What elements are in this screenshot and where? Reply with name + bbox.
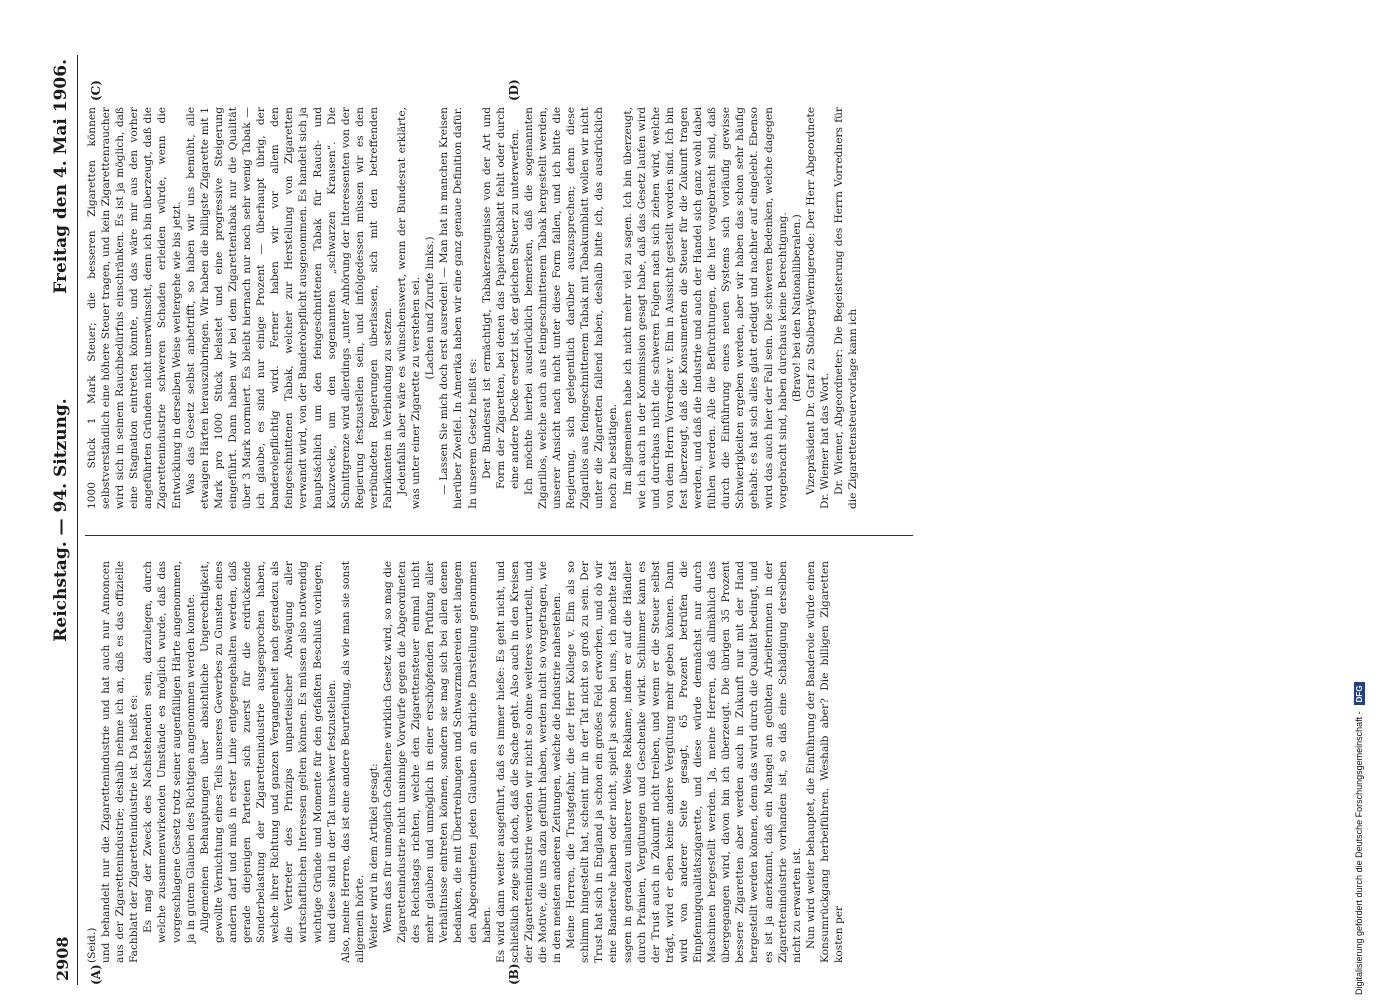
paragraph: Also, meine Herren, das ist eine andere Beurteilung, als wie man sie sonst allgemein hörte. [339, 561, 366, 963]
paragraph: und behandelt nur die Zigarettenindustrie und hat auch nur Annoncen aus der Zigarettenindustrie; deshalb nehme ich an, daß es das offizielle Fachblatt der Zigarettenindustrie ist. Da heißt es: [100, 561, 141, 963]
digitization-note-text: Digitalisierung gefördert durch die Deutsche Forschungsgemeinschaft - [1354, 711, 1364, 995]
left-column [85, 561, 913, 963]
page-date: Freitag den 4. Mai 1906. [51, 59, 71, 294]
speaker-tag: (Seid.) [86, 927, 98, 963]
paragraph: Weiter wird in dem Artikel gesagt: [367, 763, 380, 949]
quote-paragraph: Es mag der Zweck des Nachstehenden sein, darzulegen, durch welche zusammenwirkenden Umstände es möglich wurde, daß das vorgeschlagene Gesetz trotz seiner augenfälligen Härte angenommen, ja in gutem Glauben des Richtigen angenommen werden konnte. [142, 561, 197, 943]
margin-marker-a: (A) [89, 964, 103, 985]
right-column [85, 107, 913, 509]
paragraph: — Lassen Sie mich doch erst ausreden! — Man hat in manchen Kreisen hierüber Zweifel. In Amerika haben wir eine ganz genaue Definition dafür. In unserem Gesetz heißt es: [438, 107, 479, 509]
interjection: (Lachen und Zurufe links.) [424, 236, 437, 380]
rotated-page [45, 55, 925, 985]
margin-marker-c: (C) [89, 80, 103, 101]
margin-marker-d: (D) [507, 79, 521, 101]
paragraph: Jedenfalls aber wäre es wünschenswert, wenn der Bundesrat erklärte, was unter einer Zigarette zu verstehen sei. [396, 107, 423, 509]
quote-paragraph: Der Bundesrat ist ermächtigt, Tabakerzeugnisse von der Art und Form der Zigaretten, bei denen das Papierdeckblatt fehlt oder durch eine andere Decke ersetzt ist, der gleichen Steuer zu unterwerfen. [480, 107, 521, 489]
speaker-paragraph: Dr. Wiemer, Abgeordneter: Die Begeisterung des Herrn Vorredners für die Zigarettensteuervorlage kann ich [832, 107, 860, 509]
interjection: (Bravo! bei den Nationalliberalen.) [790, 214, 803, 402]
dfg-logo: DFG [1354, 682, 1365, 705]
paragraph: Im allgemeinen habe ich nicht mehr viel zu sagen. Ich bin überzeugt, wie ich auch in der Kommission gesagt habe, daß das Gesetz laufen wird und durchaus nicht die schweren Folgen nach sich ziehen wird, welche von dem Herrn Vorredner v. Elm in Aussicht gestellt worden sind. Ich bin fest überzeugt, daß die Konsumenten die Steuer für die Zukunft tragen werden, und daß die Industrie und auch der Handel sich ganz wohl dabei fühlen werden. Alle die Befürchtungen, die hier vorgebracht sind, daß durch die Einführung eines neuen Systems sich vorläufig gewisse Schwierigkeiten ergeben werden, aber wir haben das schon sehr häufig gehabt: es hat sich alles glatt erledigt und nachher auf eingelebt. Ebenso wird das auch hier der Fall sein. Die schweren Bedenken, welche dagegen vorgebracht sind, haben durchaus keine Berechtigung. [621, 107, 789, 509]
page-number: 2908 [53, 936, 72, 981]
paragraph: Nun wird weiter behauptet, die Einführung der Banderole würde einen Konsumrückgang herbeiführen. Weshalb aber? Die billigen Zigaretten kosten per [804, 561, 845, 963]
paragraph: Ich möchte hierbei ausdrücklich bemerken, daß die sogenannten Zigarillos, welche auch aus feingeschnittenem Tabak hergestellt werden, unserer Ansicht nach nicht unter diese Form fallen, und ich bitte die Regierung, sich gelegentlich darüber auszusprechen; denn diese Zigarillos aus feingeschnittenem Tabak mit Tabakumblatt wollen wir nicht unter die Zigaretten fallend haben, deshalb bitte ich, das ausdrücklich noch zu bestätigen. [522, 107, 620, 509]
quote-paragraph: Wenn das für unmöglich Gehaltene wirklich Gesetz wird, so mag die Zigarettenindustrie nicht unsinnige Vorwürfe gegen die Abgeordneten des Reichstags richten, welche den Zigarettensteuer einmal nicht mehr glauben und unmöglich in einer erschöpfenden Prüfung aller Verhältnisse eintreten können, sondern sie mag sich bei allen denen bedanken, die mit Übertreibungen und Schwarzmalereien seit langem den Abgeordneten jeden Glauben an ehrliche Darstellung genommen haben. [381, 561, 493, 943]
paragraph: Was das Gesetz selbst anbetrifft, so haben wir uns bemüht, alle etwaigen Härten herauszubringen. Wir haben die billigste Zigarette mit 1 Mark pro 1000 Stück belastet und eine progressive Steigerung eingeführt. Dann haben wir bei dem Zigarettentabak nur die Qualität über 3 Mark normiert. Es bleibt hiernach nur noch sehr wenig Tabak — ich glaube, es sind nur einige Prozent — überhaupt übrig, der banderolepflichtig wird. Ferner haben wir vor allem den feingeschnittenen Tabak, welcher zur Herstellung von Zigaretten verwandt wird, von der Banderolepflicht ausgenommen. Es handelt sich ja hauptsächlich um den feingeschnittenen Tabak für Rauch- und Kauzwecke, um den sogenannten „schwarzen Krausen“. Die Schnittgrenze wird allerdings „unter Anhörung der Interessenten von der Regierung festzustellen sein, und infolgedessen müssen wir es den verbündeten Regierungen überlassen, sich mit den betreffenden Fabrikanten in Verbindung zu setzen. [184, 107, 394, 509]
paragraph: Es wird dann weiter ausgeführt, daß es immer hieße: Es geht nicht, und schließlich zeige sich doch, daß die Sache geht. Also auch in den Kreisen der Zigarettenindustrie werden wir nicht so ohne weiteres verurteilt, und die Motive, die uns dazu geführt haben, werden nicht so vorgetragen, wie in den meisten anderen Zeitungen, welche die Industrie nahestehen. [494, 561, 564, 963]
speaker-paragraph: Vizepräsident Dr. Graf zu Stolberg-Wernigerode: Der Herr Abgeordnete Dr. Wiemer hat das Wort. [804, 107, 831, 509]
paragraph: Meine Herren, die Trustgefahr, die der Herr Kollege v. Elm als so schlimm hingestellt hat, scheint mir in der Tat nicht so groß zu sein. Der Trust hat sich in England ja schon ein großes Feld erworben, und ob wir eine Banderole haben oder nicht, spielt ja schon bei uns, ich möchte fast sagen in geradezu unlauterer Weise Reklame, indem er auf die Händler durch Prämien, Vergütungen und Geschenke wirkt. Schlimmer kann es der Trust auch in Zukunft nicht treiben, und wenn er die Steuer selbst trägt, wird er eben keine andere Vergütung mehr geben können. Dann wird von anderer Seite gesagt, 65 Prozent betrüfen die Einpfennigqualitätszigarette, und diese würde demnächst nur durch Maschinen hergestellt werden. Ja, meine Herren, daß allmählich das übergegangen wird, davon bin ich überzeugt. Die übrigen 35 Prozent bessere Zigaretten aber werden auch in Zukunft nur mit der Hand hergestellt werden können, denn das wird durch die Qualität bedingt, und es ist ja anerkannt, daß ein Mangel an geübten Arbeiterinnen in der Zigarettenindustrie vorhanden ist, so daß eine Schädigung derselben nicht zu erwarten ist. [565, 561, 803, 963]
paragraph: 1000 Stück 1 Mark Steuer; die besseren Zigaretten können selbstverständlich eine höhere Steuer tragen, und kein Zigarettenraucher wird sich in seinem Rauchbedürfnis einschränken. Es ist ja möglich, daß eine Stagnation eintreten könnte, und das wäre mir aus den vorher angeführten Gründen nicht unerwünscht, denn ich bin überzeugt, daß die Zigarettenindustrie schweren Schaden erleiden würde, wenn die Entwicklung in derselben Weise weitergehe wie bis jetzt. [86, 107, 183, 509]
quote-paragraph: Allgemeinen Behauptungen über absichtliche Ungerechtigkeit, gewollte Vernichtung eines Teils unseres Gewerbes zu Gunsten eines andern darf und muß in erster Linie entgegengehalten werden, daß gerade diejenigen Parteien sich zuerst für die erdrückende Sonderbelastung der Zigarettenindustrie ausgesprochen haben, welche ihrer Richtung und ganzen Vergangenheit nach geradezu als die Vertreter des Prinzips unparteiischer Abwägung aller wirtschaftlichen Interessen gelten können. Es müssen also notwendig wichtige Gründe und Momente für den gefaßten Beschluß vorliegen, und diese sind in der Tat unschwer festzustellen. [198, 561, 338, 943]
margin-marker-b: (B) [507, 963, 521, 985]
page-title: Reichstag. — 94. Sitzung. [51, 398, 71, 642]
digitization-note [1354, 5, 1376, 995]
column-divider [85, 535, 913, 536]
page-header [45, 55, 78, 985]
